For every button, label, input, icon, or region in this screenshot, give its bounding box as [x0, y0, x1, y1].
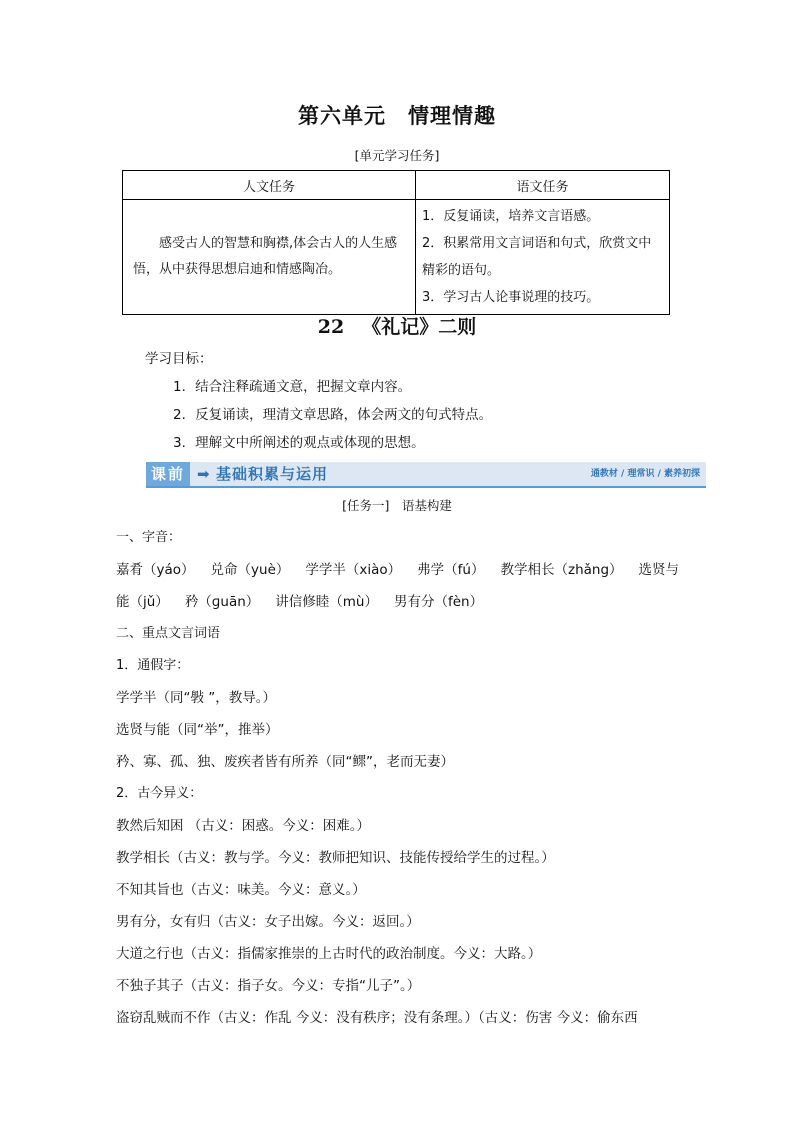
humanities-cell: 感受古人的智慧和胸襟,体会古人的人生感悟，从中获得思想启迪和情感陶冶。 [123, 200, 416, 315]
subsection-tongjia: 1．通假字： [116, 658, 190, 673]
gujin-item: 教学相长（古义：教与学。今义：教师把知识、技能传授给学生的过程。） [116, 850, 555, 866]
chinese-cell [416, 200, 670, 315]
pron-word: 弗学（fú） [417, 562, 485, 578]
gujin-item: 男有分，女有归（古义：女子出嫁。今义：返回。） [116, 914, 420, 930]
pronunciation-line-2 [116, 592, 696, 624]
tongjia-item: 学学半（同“斅 ”，教导。） [116, 690, 277, 706]
gujin-item: 大道之行也（古义：指儒家推崇的上古时代的政治制度。今义：大路。） [116, 946, 542, 962]
gujin-item: 不知其旨也（古义：味美。今义：意义。） [116, 882, 366, 898]
pron-word: 教学相长（zhǎng） [500, 562, 623, 578]
goals-heading: 学习目标： [145, 351, 213, 367]
learning-goals [145, 350, 492, 462]
task-caption: [单元学习任务] [354, 148, 440, 163]
gujin-item: 教然后知困 （古义：困惑。今义：困难。） [116, 818, 371, 834]
gujin-item: 不独子其子（古义：指子女。今义：专指“儿子”。） [116, 978, 421, 994]
lesson-title [0, 312, 794, 339]
unit-title-part1: 第六单元 [298, 103, 386, 128]
pron-word: 学学半（xiào） [305, 562, 402, 578]
banner-subtitle: 通教材 / 理常识 / 素养初探 [590, 469, 700, 479]
pron-word: 兑命（yuè） [210, 562, 290, 578]
task-table [122, 170, 670, 315]
tongjia-item: 矜、寡、孤、独、废疾者皆有所养（同“鳏”，老而无妻） [116, 754, 454, 770]
lesson-number: 22 [317, 316, 345, 338]
gujin-item: 盗窃乱贼而不作（古义：作乱 今义：没有秩序；没有条理。）（古义：伤害 今义：偷东西 [116, 1010, 638, 1026]
unit-title [0, 100, 794, 130]
tongjia-item: 选贤与能（同“举”，推举） [116, 722, 279, 738]
banner-title: 基础积累与运用 [216, 465, 329, 483]
chinese-task-3: 3．学习古人论事说理的技巧。 [422, 290, 600, 305]
pron-word: 能（jǔ） [116, 594, 169, 610]
header-chinese: 语文任务 [416, 171, 670, 200]
section-vocabulary: 二、重点文言词语 [116, 626, 221, 641]
chinese-task-1: 1．反复诵读，培养文言语感。 [422, 209, 600, 224]
pron-word: 嘉肴（yáo） [116, 562, 195, 578]
goal-item: 3．理解文中所阐述的观点或体现的思想。 [173, 435, 425, 451]
content-body [116, 528, 696, 1040]
pron-word: 男有分（fèn） [394, 594, 484, 610]
goal-item: 2．反复诵读，理清文章思路，体会两文的句式特点。 [173, 407, 493, 423]
goal-item: 1．结合注释疏通文意，把握文章内容。 [173, 379, 412, 395]
header-humanities: 人文任务 [123, 171, 416, 200]
pronunciation-line-1 [116, 560, 696, 592]
subsection-gujin: 2．古今异义： [116, 786, 203, 801]
section-banner [146, 462, 706, 488]
unit-title-part2: 情理情趣 [408, 103, 496, 128]
chinese-task-2: 2．积累常用文言词语和句式，欣赏文中精彩的语句。 [422, 236, 652, 278]
section-pronunciation: 一、字音： [116, 530, 182, 545]
lesson-name: 《礼记》二则 [362, 316, 477, 338]
subtask-heading: [任务一] 语基构建 [342, 498, 452, 513]
banner-tag: 课前 [146, 462, 190, 486]
pron-word: 讲信修睦（mù） [275, 594, 378, 610]
pron-word: 选贤与 [638, 562, 680, 578]
pron-word: 矜（ɡuān） [184, 594, 260, 610]
arrow-right-icon: ➡ [197, 465, 210, 483]
